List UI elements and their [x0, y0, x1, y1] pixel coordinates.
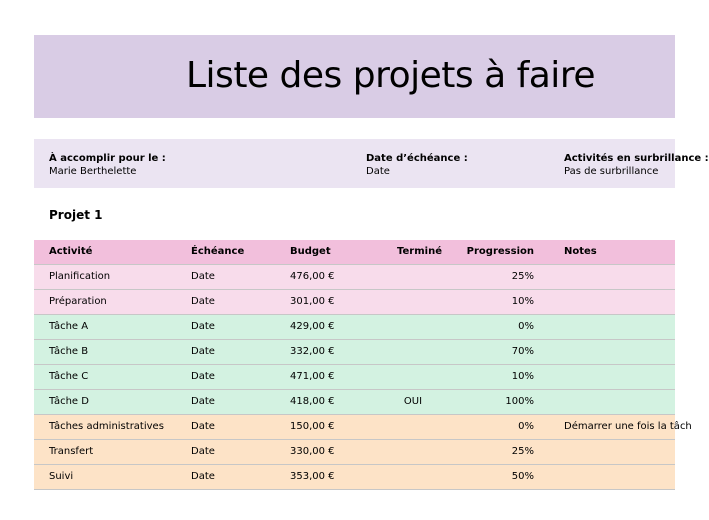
table-row — [34, 465, 675, 490]
cell-due[interactable]: Date — [191, 296, 215, 307]
project-table — [34, 240, 692, 490]
highlight-block — [564, 152, 709, 178]
page-title[interactable]: Liste des projets à faire — [186, 55, 595, 96]
cell-due[interactable]: Date — [191, 421, 215, 432]
table-header-row — [34, 240, 675, 265]
cell-progress[interactable]: 10% — [511, 371, 534, 382]
header-budget[interactable]: Budget — [290, 246, 331, 257]
header-done[interactable]: Terminé — [397, 246, 442, 257]
cell-budget[interactable]: 471,00 € — [290, 371, 335, 382]
cell-notes[interactable]: Démarrer une fois la tâch — [564, 421, 692, 432]
cell-due[interactable]: Date — [191, 321, 215, 332]
due-date-value[interactable]: Date — [366, 166, 390, 177]
cell-budget[interactable]: 332,00 € — [290, 346, 335, 357]
table-row — [34, 365, 675, 390]
cell-due[interactable]: Date — [191, 396, 215, 407]
cell-activity[interactable]: Suivi — [49, 471, 74, 482]
header-due[interactable]: Échéance — [191, 246, 245, 257]
cell-progress[interactable]: 50% — [511, 471, 534, 482]
cell-budget[interactable]: 418,00 € — [290, 396, 335, 407]
cell-progress[interactable]: 0% — [518, 421, 534, 432]
cell-due[interactable]: Date — [191, 446, 215, 457]
cell-budget[interactable]: 353,00 € — [290, 471, 335, 482]
info-band — [34, 139, 709, 188]
cell-due[interactable]: Date — [191, 471, 215, 482]
cell-activity[interactable]: Transfert — [49, 446, 94, 457]
accomplish-for-label[interactable]: À accomplir pour le : — [49, 153, 166, 164]
cell-progress[interactable]: 100% — [505, 396, 534, 407]
cell-budget[interactable]: 476,00 € — [290, 271, 335, 282]
cell-done[interactable]: OUI — [403, 396, 423, 407]
cell-progress[interactable]: 25% — [511, 446, 534, 457]
cell-due[interactable]: Date — [191, 346, 215, 357]
header-notes[interactable]: Notes — [564, 246, 597, 257]
table-row — [34, 315, 675, 340]
cell-due[interactable]: Date — [191, 271, 215, 282]
cell-budget[interactable]: 429,00 € — [290, 321, 335, 332]
cell-progress[interactable]: 70% — [511, 346, 534, 357]
table-row — [34, 390, 675, 415]
project-heading[interactable]: Projet 1 — [49, 208, 103, 222]
table-row — [34, 290, 675, 315]
cell-activity[interactable]: Tâche A — [49, 321, 89, 332]
table-row — [34, 340, 675, 365]
title-band — [34, 35, 675, 118]
table-row — [34, 440, 675, 465]
cell-progress[interactable]: 0% — [518, 321, 534, 332]
highlight-value[interactable]: Pas de surbrillance — [564, 166, 659, 177]
cell-due[interactable]: Date — [191, 371, 215, 382]
cell-budget[interactable]: 330,00 € — [290, 446, 335, 457]
cell-progress[interactable]: 25% — [511, 271, 534, 282]
cell-activity[interactable]: Préparation — [49, 296, 107, 307]
accomplish-for-block — [49, 152, 166, 178]
cell-activity[interactable]: Tâche D — [49, 396, 89, 407]
cell-activity[interactable]: Tâche C — [49, 371, 89, 382]
table-row — [34, 265, 675, 290]
cell-activity[interactable]: Tâches administratives — [49, 421, 164, 432]
cell-activity[interactable]: Planification — [49, 271, 111, 282]
due-date-block — [366, 152, 468, 178]
cell-progress[interactable]: 10% — [511, 296, 534, 307]
cell-budget[interactable]: 150,00 € — [290, 421, 335, 432]
due-date-label[interactable]: Date d’échéance : — [366, 153, 468, 164]
table-row — [34, 415, 692, 440]
cell-budget[interactable]: 301,00 € — [290, 296, 335, 307]
header-progress[interactable]: Progression — [466, 246, 534, 257]
table-body — [34, 265, 692, 490]
header-activity[interactable]: Activité — [49, 246, 93, 257]
cell-activity[interactable]: Tâche B — [49, 346, 89, 357]
accomplish-for-value[interactable]: Marie Berthelette — [49, 166, 137, 177]
highlight-label[interactable]: Activités en surbrillance : — [564, 153, 709, 164]
